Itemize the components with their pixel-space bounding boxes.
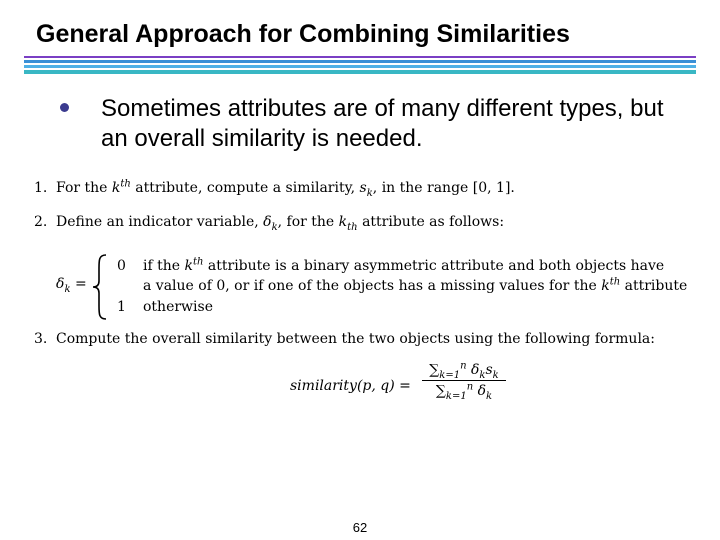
slide-title: General Approach for Combining Similarities (36, 20, 570, 48)
case-value-one: 1 (117, 299, 126, 315)
math-sub-k: k (486, 390, 493, 402)
step-number: 2. (34, 214, 48, 230)
math-s: s (359, 180, 367, 196)
indicator-definition (56, 250, 706, 320)
step-2 (34, 214, 505, 233)
similarity-formula (290, 362, 530, 418)
step-text: Define an indicator variable, (56, 214, 264, 230)
title-rule-3 (24, 65, 696, 68)
math-s: s (485, 362, 493, 378)
step-text: , in the range [0, 1]. (372, 180, 515, 196)
math-delta: δ (56, 276, 65, 292)
step-text: For the (56, 180, 112, 196)
sum-symbol: ∑ (435, 383, 446, 399)
math-sub-k: k (366, 187, 373, 199)
page-number: 62 (352, 520, 368, 535)
case-text: attribute is a binary asymmetric attribute and both objects have (203, 258, 665, 274)
title-rule-4 (24, 70, 696, 74)
step-text: , for the (277, 214, 339, 230)
case-text: attribute (620, 278, 688, 294)
formula-denominator (422, 381, 506, 402)
sum-lower: k=1 (445, 390, 467, 402)
case-zero-line-1 (143, 258, 664, 274)
math-delta: δ (477, 383, 487, 399)
math-k: k (338, 214, 348, 230)
math-th: th (609, 276, 621, 288)
delta-lhs (56, 276, 87, 295)
step-text: attribute, compute a similarity, (130, 180, 360, 196)
step-3 (34, 331, 655, 347)
math-k: k (184, 258, 193, 274)
step-text: attribute as follows: (357, 214, 505, 230)
step-text: Compute the overall similarity between the two objects using the following formula: (56, 331, 655, 347)
bullet-text: Sometimes attributes are of many different types, but an overall similarity is needed. (101, 95, 664, 152)
math-equals: = (74, 276, 87, 292)
math-k: k (601, 278, 610, 294)
formula-lhs (290, 378, 411, 394)
step-1 (34, 178, 515, 199)
sum-lower: k=1 (439, 369, 461, 381)
case-text: if the (143, 258, 185, 274)
left-brace-icon (92, 254, 108, 320)
math-sub-k: k (479, 369, 486, 381)
math-delta: δ (263, 214, 272, 230)
math-th: th (120, 178, 131, 190)
math-sub-k: k (492, 369, 499, 381)
formula-lhs-text: similarity(p, q) = (290, 378, 411, 394)
title-rule-2 (24, 60, 696, 63)
sum-upper: n (460, 360, 467, 372)
case-zero-line-2 (143, 278, 687, 294)
case-one-line: otherwise (143, 299, 213, 315)
math-sub-k: k (271, 221, 278, 233)
title-rule-1 (24, 56, 696, 58)
math-th: th (347, 221, 358, 233)
bullet-dot-icon (60, 103, 69, 112)
math-sub-k: k (64, 283, 71, 295)
step-number: 1. (34, 180, 48, 196)
math-k: k (111, 180, 121, 196)
sum-upper: n (466, 381, 474, 393)
step-number: 3. (34, 331, 48, 347)
sum-symbol: ∑ (429, 362, 440, 378)
case-value-zero: 0 (117, 258, 126, 274)
math-th: th (192, 256, 204, 268)
case-text: a value of 0, or if one of the objects has a missing values for the (143, 278, 602, 294)
formula-numerator (422, 360, 506, 381)
math-delta: δ (470, 362, 480, 378)
formula-fraction (422, 360, 506, 402)
